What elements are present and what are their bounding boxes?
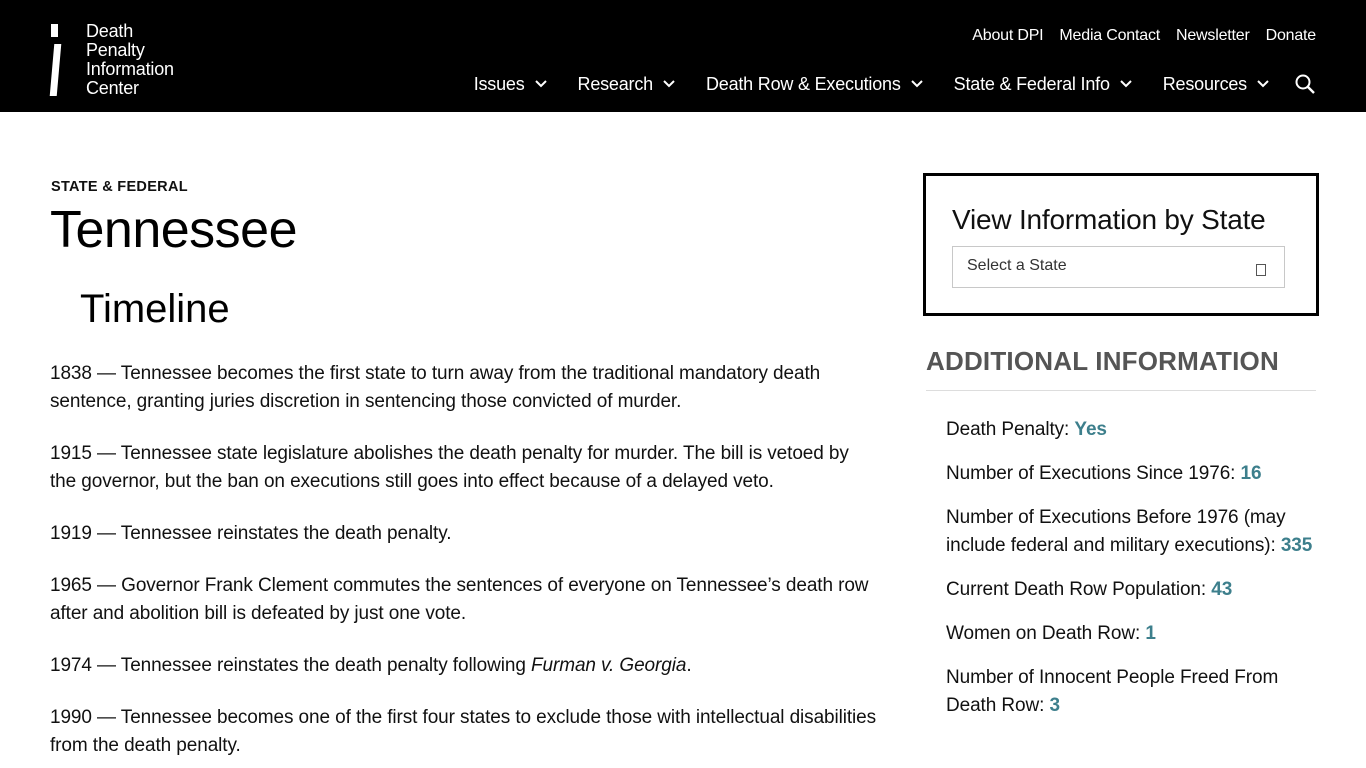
fact-label: Number of Executions Before 1976 (may include federal and military executions): — [946, 507, 1286, 556]
timeline-year: 1838 — [50, 363, 92, 384]
nav-item-label: Research — [577, 73, 653, 94]
timeline-entry: 1965 — Governor Frank Clement commutes the sentences of everyone on Tennessee’s death row after and abolition bill is defeated by just one vote. — [50, 575, 869, 624]
fact-value: 335 — [1280, 535, 1313, 556]
fact-value: 16 — [1240, 463, 1262, 484]
main-nav — [474, 73, 1316, 95]
fact-label: Number of Innocent People Freed From Death Row: — [946, 667, 1279, 716]
utility-nav — [972, 27, 1316, 45]
timeline-entry: 1919 — Tennessee reinstates the death penalty. — [50, 523, 452, 544]
timeline-list — [50, 360, 880, 768]
chevron-down-icon — [1256, 79, 1270, 89]
nav-item-label: Issues — [473, 73, 525, 94]
nav-item-label: State & Federal Info — [953, 73, 1110, 94]
timeline-text: Tennessee state legislature abolishes the death penalty for murder. The bill is vetoed by the governor, but the ban on executions still goes into effect because of a delayed veto. — [50, 443, 849, 492]
state-select-placeholder: Select a State — [967, 257, 1067, 274]
timeline-text: Governor Frank Clement commutes the sentences of everyone on Tennessee’s death row after and abolition bill is defeated by just one vote. — [50, 575, 869, 624]
nav-item-issues[interactable] — [474, 74, 548, 95]
timeline-text: Tennessee becomes the first state to turn away from the traditional mandatory death sentence, granting juries discretion in sentencing those convicted of murder. — [50, 363, 821, 412]
timeline-text: Tennessee reinstates the death penalty. — [120, 523, 452, 544]
section-title: Timeline — [80, 287, 230, 331]
logo-line: Penalty — [86, 40, 145, 60]
fact-value: Yes — [1074, 419, 1107, 440]
logo-line: Information — [86, 59, 174, 79]
timeline-year: 1990 — [50, 707, 92, 728]
timeline-entry: 1974 — Tennessee reinstates the death penalty following Furman v. Georgia. — [50, 655, 692, 676]
search-icon[interactable] — [1294, 73, 1316, 95]
timeline-entry: 1915 — Tennessee state legislature abolishes the death penalty for murder. The bill is vetoed by the governor, but the ban on executions still goes into effect because of a delayed veto. — [50, 443, 849, 492]
divider — [926, 390, 1316, 391]
nav-item-resources[interactable] — [1163, 74, 1270, 95]
fact-death-row-population — [946, 576, 1316, 604]
timeline-year: 1915 — [50, 443, 92, 464]
nav-item-state-federal-info[interactable] — [954, 74, 1133, 95]
nav-item-death-row-executions[interactable] — [706, 74, 924, 95]
timeline-entry: 1990 — Tennessee becomes one of the first four states to exclude those with intellectual disabilities from the death penalty. — [50, 707, 877, 756]
fact-death-penalty — [946, 416, 1316, 444]
timeline-text-end: . — [686, 655, 692, 676]
donate-link[interactable]: Donate — [1265, 27, 1316, 44]
site-logo[interactable] — [50, 22, 174, 98]
logo-line: Death — [86, 21, 134, 41]
timeline-text: Tennessee reinstates the death penalty following — [120, 655, 532, 676]
nav-item-research[interactable] — [578, 74, 676, 95]
chevron-down-icon — [910, 79, 924, 89]
nav-item-label: Death Row & Executions — [705, 73, 901, 94]
state-select[interactable] — [952, 246, 1285, 288]
nav-item-label: Resources — [1162, 73, 1247, 94]
page-title: Tennessee — [50, 201, 298, 259]
fact-value: 43 — [1211, 579, 1233, 600]
case-name: Furman v. Georgia — [531, 655, 687, 676]
logo-mark-icon — [50, 22, 70, 96]
timeline-year: 1919 — [50, 523, 92, 544]
chevron-down-icon — [1119, 79, 1133, 89]
timeline-year: 1965 — [50, 575, 92, 596]
fact-executions-since-1976 — [946, 460, 1316, 488]
newsletter-link[interactable]: Newsletter — [1176, 27, 1250, 44]
additional-info-title: ADDITIONAL INFORMATION — [926, 346, 1279, 376]
state-selector-box — [923, 173, 1319, 316]
facts-list — [946, 416, 1316, 736]
timeline-entry: 1838 — Tennessee becomes the first state to turn away from the traditional mandatory death sentence, granting juries discretion in sentencing those convicted of murder. — [50, 363, 821, 412]
fact-executions-before-1976 — [946, 504, 1316, 560]
state-box-title: View Information by State — [952, 204, 1266, 235]
about-dpi-link[interactable]: About DPI — [972, 27, 1044, 44]
timeline-year: 1974 — [50, 655, 92, 676]
chevron-down-icon — [534, 79, 548, 89]
dropdown-arrow-icon — [1256, 264, 1266, 276]
fact-innocent-freed — [946, 664, 1316, 720]
fact-value: 1 — [1145, 623, 1156, 644]
page-eyebrow: STATE & FEDERAL — [51, 179, 188, 195]
logo-line: Center — [86, 78, 139, 98]
fact-women-on-death-row — [946, 620, 1316, 648]
fact-label: Number of Executions Since 1976: — [946, 463, 1241, 484]
logo-text — [86, 22, 174, 98]
chevron-down-icon — [662, 79, 676, 89]
site-header — [0, 0, 1366, 112]
media-contact-link[interactable]: Media Contact — [1059, 27, 1160, 44]
fact-value: 3 — [1049, 695, 1060, 716]
fact-label: Current Death Row Population: — [946, 579, 1212, 600]
fact-label: Women on Death Row: — [946, 623, 1146, 644]
timeline-text: Tennessee becomes one of the first four states to exclude those with intellectual disabilities from the death penalty. — [50, 707, 877, 756]
fact-label: Death Penalty: — [946, 419, 1075, 440]
